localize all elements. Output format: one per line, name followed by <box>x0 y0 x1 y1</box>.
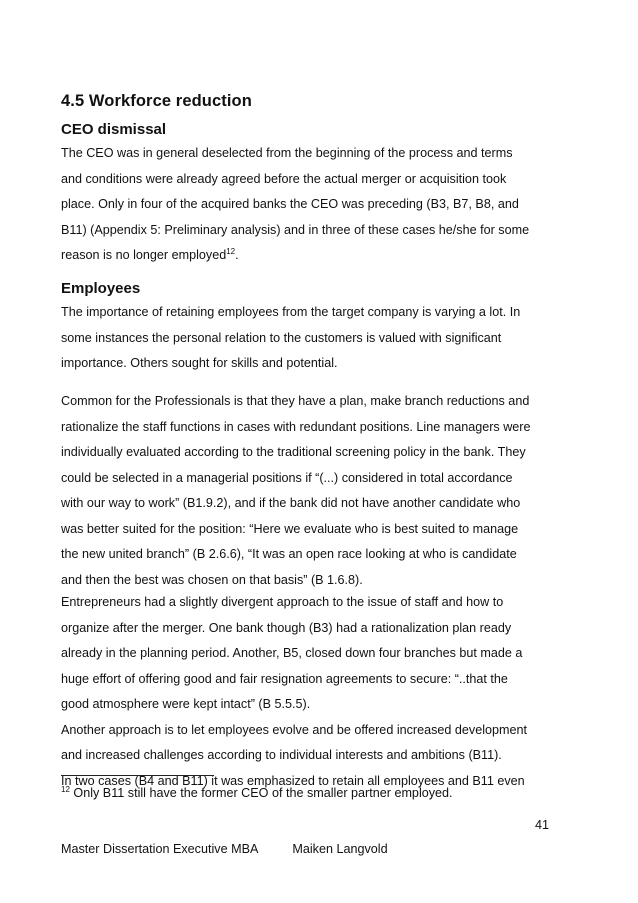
text-line: importance. Others sought for skills and potential. <box>61 356 338 370</box>
subsection-heading-ceo-dismissal: CEO dismissal <box>61 121 167 138</box>
text-line: individually evaluated according to the traditional screening policy in the bank. They <box>61 445 526 459</box>
text-line: Another approach is to let employees evolve and be offered increased development <box>61 722 528 737</box>
page-number: 41 <box>534 818 549 832</box>
employees-paragraph-3 <box>61 590 541 794</box>
text-line-tail: . <box>235 248 239 262</box>
text-line-fragment: reason is no longer employed <box>61 248 227 262</box>
text-line: organize after the merger. One bank though (B3) had a rationalization plan ready <box>61 620 512 635</box>
footnote-number: 12 <box>61 784 70 794</box>
text-line: with our way to work” (B1.9.2), and if the bank did not have another candidate who <box>61 496 521 510</box>
text-line: and increased challenges according to individual interests and ambitions (B11). <box>61 748 502 762</box>
page-footer <box>61 842 388 856</box>
text-line: could be selected in a managerial positions if “(...) considered in total accordance <box>61 470 513 485</box>
footnote-divider <box>61 775 214 776</box>
text-line: Common for the Professionals is that they have a plan, make branch reductions and <box>61 394 530 408</box>
footer-title: Master Dissertation Executive MBA <box>61 842 259 856</box>
footnote-text: Only B11 still have the former CEO of the smaller partner employed. <box>69 786 453 800</box>
text-line: place. Only in four of the acquired banks the CEO was preceding (B3, B7, B8, and <box>61 197 519 211</box>
text-line: huge effort of offering good and fair resignation agreements to secure: “..that the <box>61 671 508 686</box>
text-line: Entrepreneurs had a slightly divergent approach to the issue of staff and how to <box>61 595 504 609</box>
footnote-reference: 12 <box>226 246 236 256</box>
text-line: the new united branch” (B 2.6.6), “It was an open race looking at who is candidate <box>61 547 517 561</box>
text-line: some instances the personal relation to the customers is valued with significant <box>61 330 502 345</box>
text-line: and then the best was chosen on that basis” (B 1.6.8). <box>61 572 363 587</box>
text-line: already in the planning period. Another, B5, closed down four branches but made a <box>61 646 523 660</box>
employees-paragraph-2 <box>61 389 541 593</box>
text-line: The importance of retaining employees from the target company is varying a lot. In <box>61 305 521 319</box>
text-line: good atmosphere were kept intact” (B 5.5.5). <box>61 697 311 711</box>
footnote <box>61 786 453 800</box>
text-line: was better suited for the position: “Here we evaluate who is best suited to manage <box>61 521 519 536</box>
employees-paragraph-1 <box>61 300 541 377</box>
text-line: rationalize the staff functions in cases with redundant positions. Line managers were <box>61 419 531 434</box>
text-line: B11) (Appendix 5: Preliminary analysis) and in three of these cases he/she for some <box>61 222 530 237</box>
footer-author: Maiken Langvold <box>292 842 388 856</box>
text-line <box>61 243 541 269</box>
text-line: and conditions were already agreed before the actual merger or acquisition took <box>61 171 507 186</box>
subsection-heading-employees: Employees <box>61 280 141 297</box>
ceo-dismissal-paragraph <box>61 141 541 269</box>
text-line: The CEO was in general deselected from the beginning of the process and terms <box>61 146 513 160</box>
section-title: 4.5 Workforce reduction <box>61 92 252 110</box>
text-line: In two cases (B4 and B11) it was emphasized to retain all employees and B11 even <box>61 773 525 788</box>
